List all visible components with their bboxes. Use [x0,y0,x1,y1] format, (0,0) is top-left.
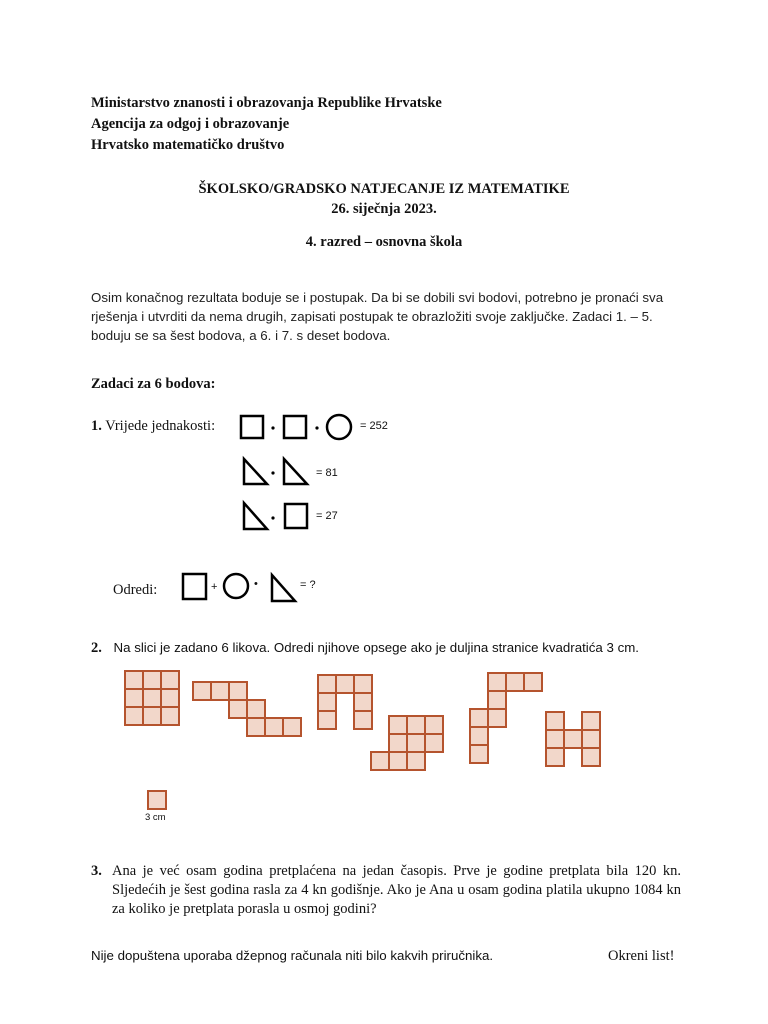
intro-paragraph: Osim konačnog rezultata boduje se i postupak. Da bi se dobili svi bodovi, potrebno je pronaći sva rješenja i utvrditi da nema drugih, zapisati postupak te obrazložiti svoje zaključke. Zadaci 1. – 5. boduju se sa šest bodova, a 6. i 7. s deset bodova. [91,290,664,343]
tile-square [582,712,600,730]
tile-square [161,707,179,725]
tile-square [425,716,443,734]
tile-square [546,730,564,748]
eq1-result: = 252 [360,420,388,432]
tile-square [582,730,600,748]
tile-square [193,682,211,700]
ministry-line: Ministarstvo znanosti i obrazovanja Republike Hrvatske [91,95,442,111]
problem1-number: 1. [91,418,102,434]
tile-square [564,730,582,748]
tile-square [389,716,407,734]
tile-square [354,693,372,711]
tile-square [389,752,407,770]
tile-square [488,673,506,691]
problem2-number: 2. [91,640,102,656]
figure-3 [318,675,372,729]
tile-square [143,671,161,689]
tile-square [318,675,336,693]
tile-square [407,752,425,770]
tile-square [148,791,166,809]
figure-1 [125,671,179,725]
tile-square [247,700,265,718]
competition-title: ŠKOLSKO/GRADSKO NATJECANJE IZ MATEMATIKE [198,181,570,197]
tile-square [318,711,336,729]
tile-square [125,689,143,707]
unit-square [148,791,166,809]
competition-date: 26. siječnja 2023. [331,201,437,217]
tile-square [283,718,301,736]
tile-square [546,748,564,766]
tile-square [318,693,336,711]
grade-title: 4. razred – osnovna škola [305,234,463,250]
tile-square [470,745,488,763]
tile-square [488,691,506,709]
tile-square [354,711,372,729]
tile-square [425,734,443,752]
tile-square [125,671,143,689]
tile-square [161,671,179,689]
footer-note: Nije dopuštena uporaba džepnog računala niti bilo kakvih priručnika. [91,948,494,963]
question-result: = ? [300,579,316,591]
tile-square [229,682,247,700]
tile-square [470,727,488,745]
tile-square [247,718,265,736]
eq3-result: = 27 [316,510,338,522]
odredi-label: Odredi: [113,582,158,598]
tile-square [506,673,524,691]
problem3-block [91,862,681,919]
tile-square [582,748,600,766]
tile-square [546,712,564,730]
problem1-text: Vrijede jednakosti: [105,418,216,434]
dot-sign: • [254,578,258,590]
section-title: Zadaci za 6 bodova: [91,376,216,392]
tile-square [229,700,247,718]
tile-square [407,734,425,752]
tile-square [265,718,283,736]
tile-square [371,752,389,770]
tile-square [407,716,425,734]
problem2-text: Na slici je zadano 6 likova. Odredi njihove opsege ako je duljina stranice kvadratića 3 cm. [113,640,640,655]
agency-line: Agencija za odgoj i obrazovanje [91,116,290,132]
tile-square [336,675,354,693]
tile-square [354,675,372,693]
problem3-text: Ana je već osam godina pretplaćena na jedan časopis. Prve je godine pretplata bila 120 kn. Sljedećih je šest godina rasla za 4 kn godišnje. Ako je Ana u osam godina platila ukupno 1084 kn za koliko je pretplata porasla u osmoj godini? [112,863,681,917]
eq2-result: = 81 [316,467,338,479]
tile-square [389,734,407,752]
society-line: Hrvatsko matematičko društvo [91,137,285,153]
tile-square [143,707,161,725]
footer-turn-page: Okreni list! [608,948,675,964]
figure-6 [546,712,600,766]
tile-square [125,707,143,725]
problem3-number: 3. [91,863,102,879]
tile-square [524,673,542,691]
plus-sign: + [211,581,218,593]
figure-2 [193,682,301,736]
figure-5 [470,673,542,763]
unit-label: 3 cm [145,812,166,823]
figure-4 [371,716,443,770]
tile-square [470,709,488,727]
tile-square [143,689,161,707]
tile-square [211,682,229,700]
tile-square [161,689,179,707]
tile-square [488,709,506,727]
